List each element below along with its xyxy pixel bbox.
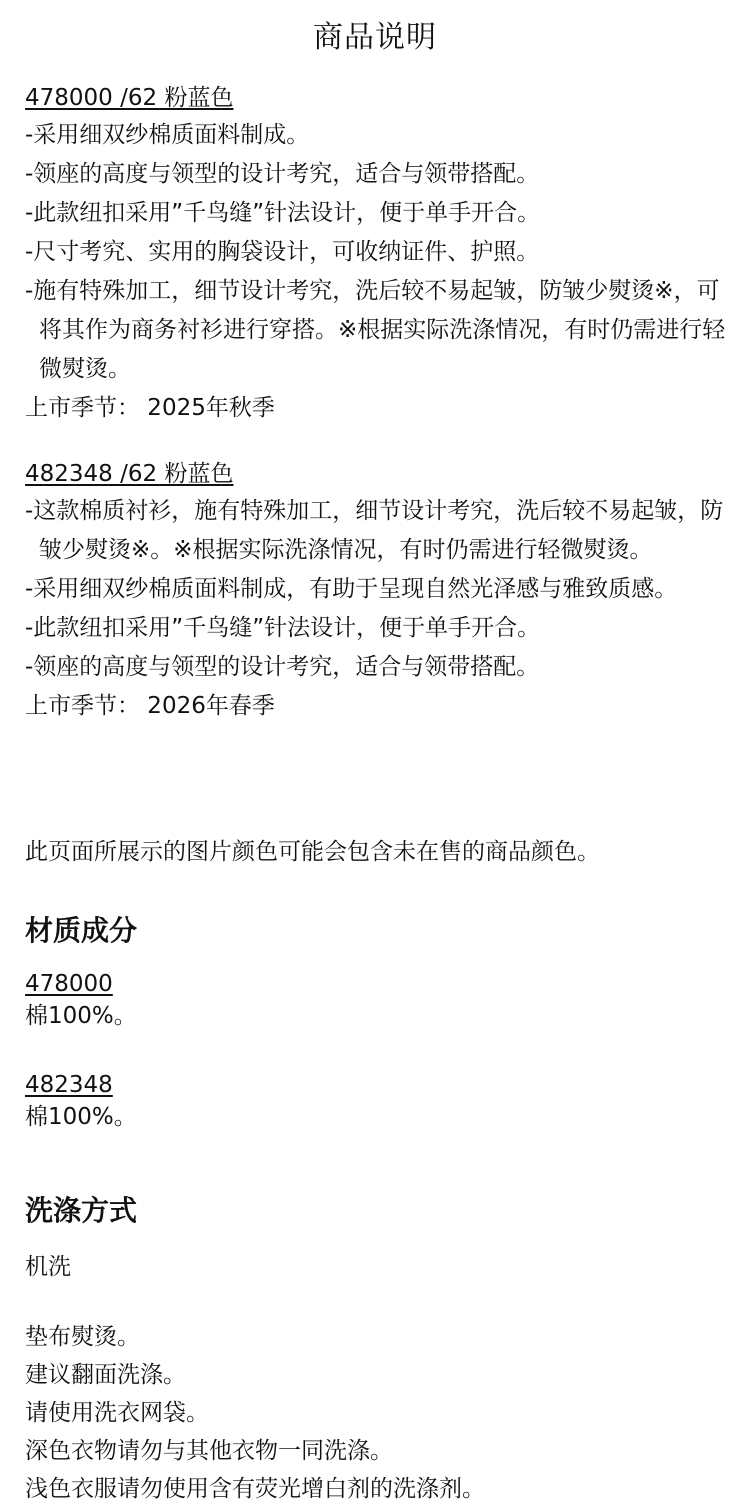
feature-item: -这款棉质衬衫，施有特殊加工，细节设计考究，洗后较不易起皱，防皱少熨烫※。※根据实际洗涤情况，有时仍需进行轻微熨烫。 <box>25 498 724 563</box>
release-season: 上市季节： 2025年秋季 <box>25 395 275 421</box>
washing-heading: 洗涤方式 <box>25 1194 138 1227</box>
material-code-link[interactable]: 478000 <box>25 971 113 997</box>
feature-item: -采用细双纱棉质面料制成。 <box>25 122 310 148</box>
feature-item: -领座的高度与领型的设计考究，适合与领带搭配。 <box>25 654 540 680</box>
feature-item: -领座的高度与领型的设计考究，适合与领带搭配。 <box>25 161 540 187</box>
product-section-482348 <box>25 458 730 726</box>
material-code-link[interactable]: 482348 <box>25 1072 113 1098</box>
release-season: 上市季节： 2026年春季 <box>25 693 275 719</box>
instruction-item: 建议翻面洗涤。 <box>25 1362 186 1388</box>
page-title: 商品说明 <box>313 20 437 55</box>
color-disclaimer: 此页面所展示的图片颜色可能会包含未在售的商品颜色。 <box>25 839 600 865</box>
feature-item: -此款纽扣采用”千鸟缝”针法设计，便于单手开合。 <box>25 615 541 641</box>
material-item <box>25 1069 730 1133</box>
instruction-item: 浅色衣服请勿使用含有荧光增白剂的洗涤剂。 <box>25 1476 485 1500</box>
material-composition: 棉100%。 <box>25 1104 137 1130</box>
instruction-item: 深色衣物请勿与其他衣物一同洗涤。 <box>25 1438 393 1464</box>
material-composition: 棉100%。 <box>25 1003 137 1029</box>
instruction-item: 垫布熨烫。 <box>25 1324 140 1350</box>
instruction-item: 请使用洗衣网袋。 <box>25 1400 209 1426</box>
washing-instructions <box>25 1318 730 1500</box>
product-code-link[interactable]: 482348 /62 粉蓝色 <box>25 461 234 487</box>
product-code-link[interactable]: 478000 /62 粉蓝色 <box>25 85 234 111</box>
feature-item: -尺寸考究、实用的胸袋设计，可收纳证件、护照。 <box>25 239 540 265</box>
material-heading: 材质成分 <box>25 914 138 947</box>
feature-item: -采用细双纱棉质面料制成，有助于呈现自然光泽感与雅致质感。 <box>25 576 678 602</box>
material-item <box>25 968 730 1032</box>
feature-item: -施有特殊加工，细节设计考究，洗后较不易起皱，防皱少熨烫※，可将其作为商务衬衫进行穿搭。※根据实际洗涤情况，有时仍需进行轻微熨烫。 <box>25 278 726 382</box>
product-section-478000 <box>25 82 730 428</box>
feature-item: -此款纽扣采用”千鸟缝”针法设计，便于单手开合。 <box>25 200 541 226</box>
washing-method: 机洗 <box>25 1254 71 1280</box>
